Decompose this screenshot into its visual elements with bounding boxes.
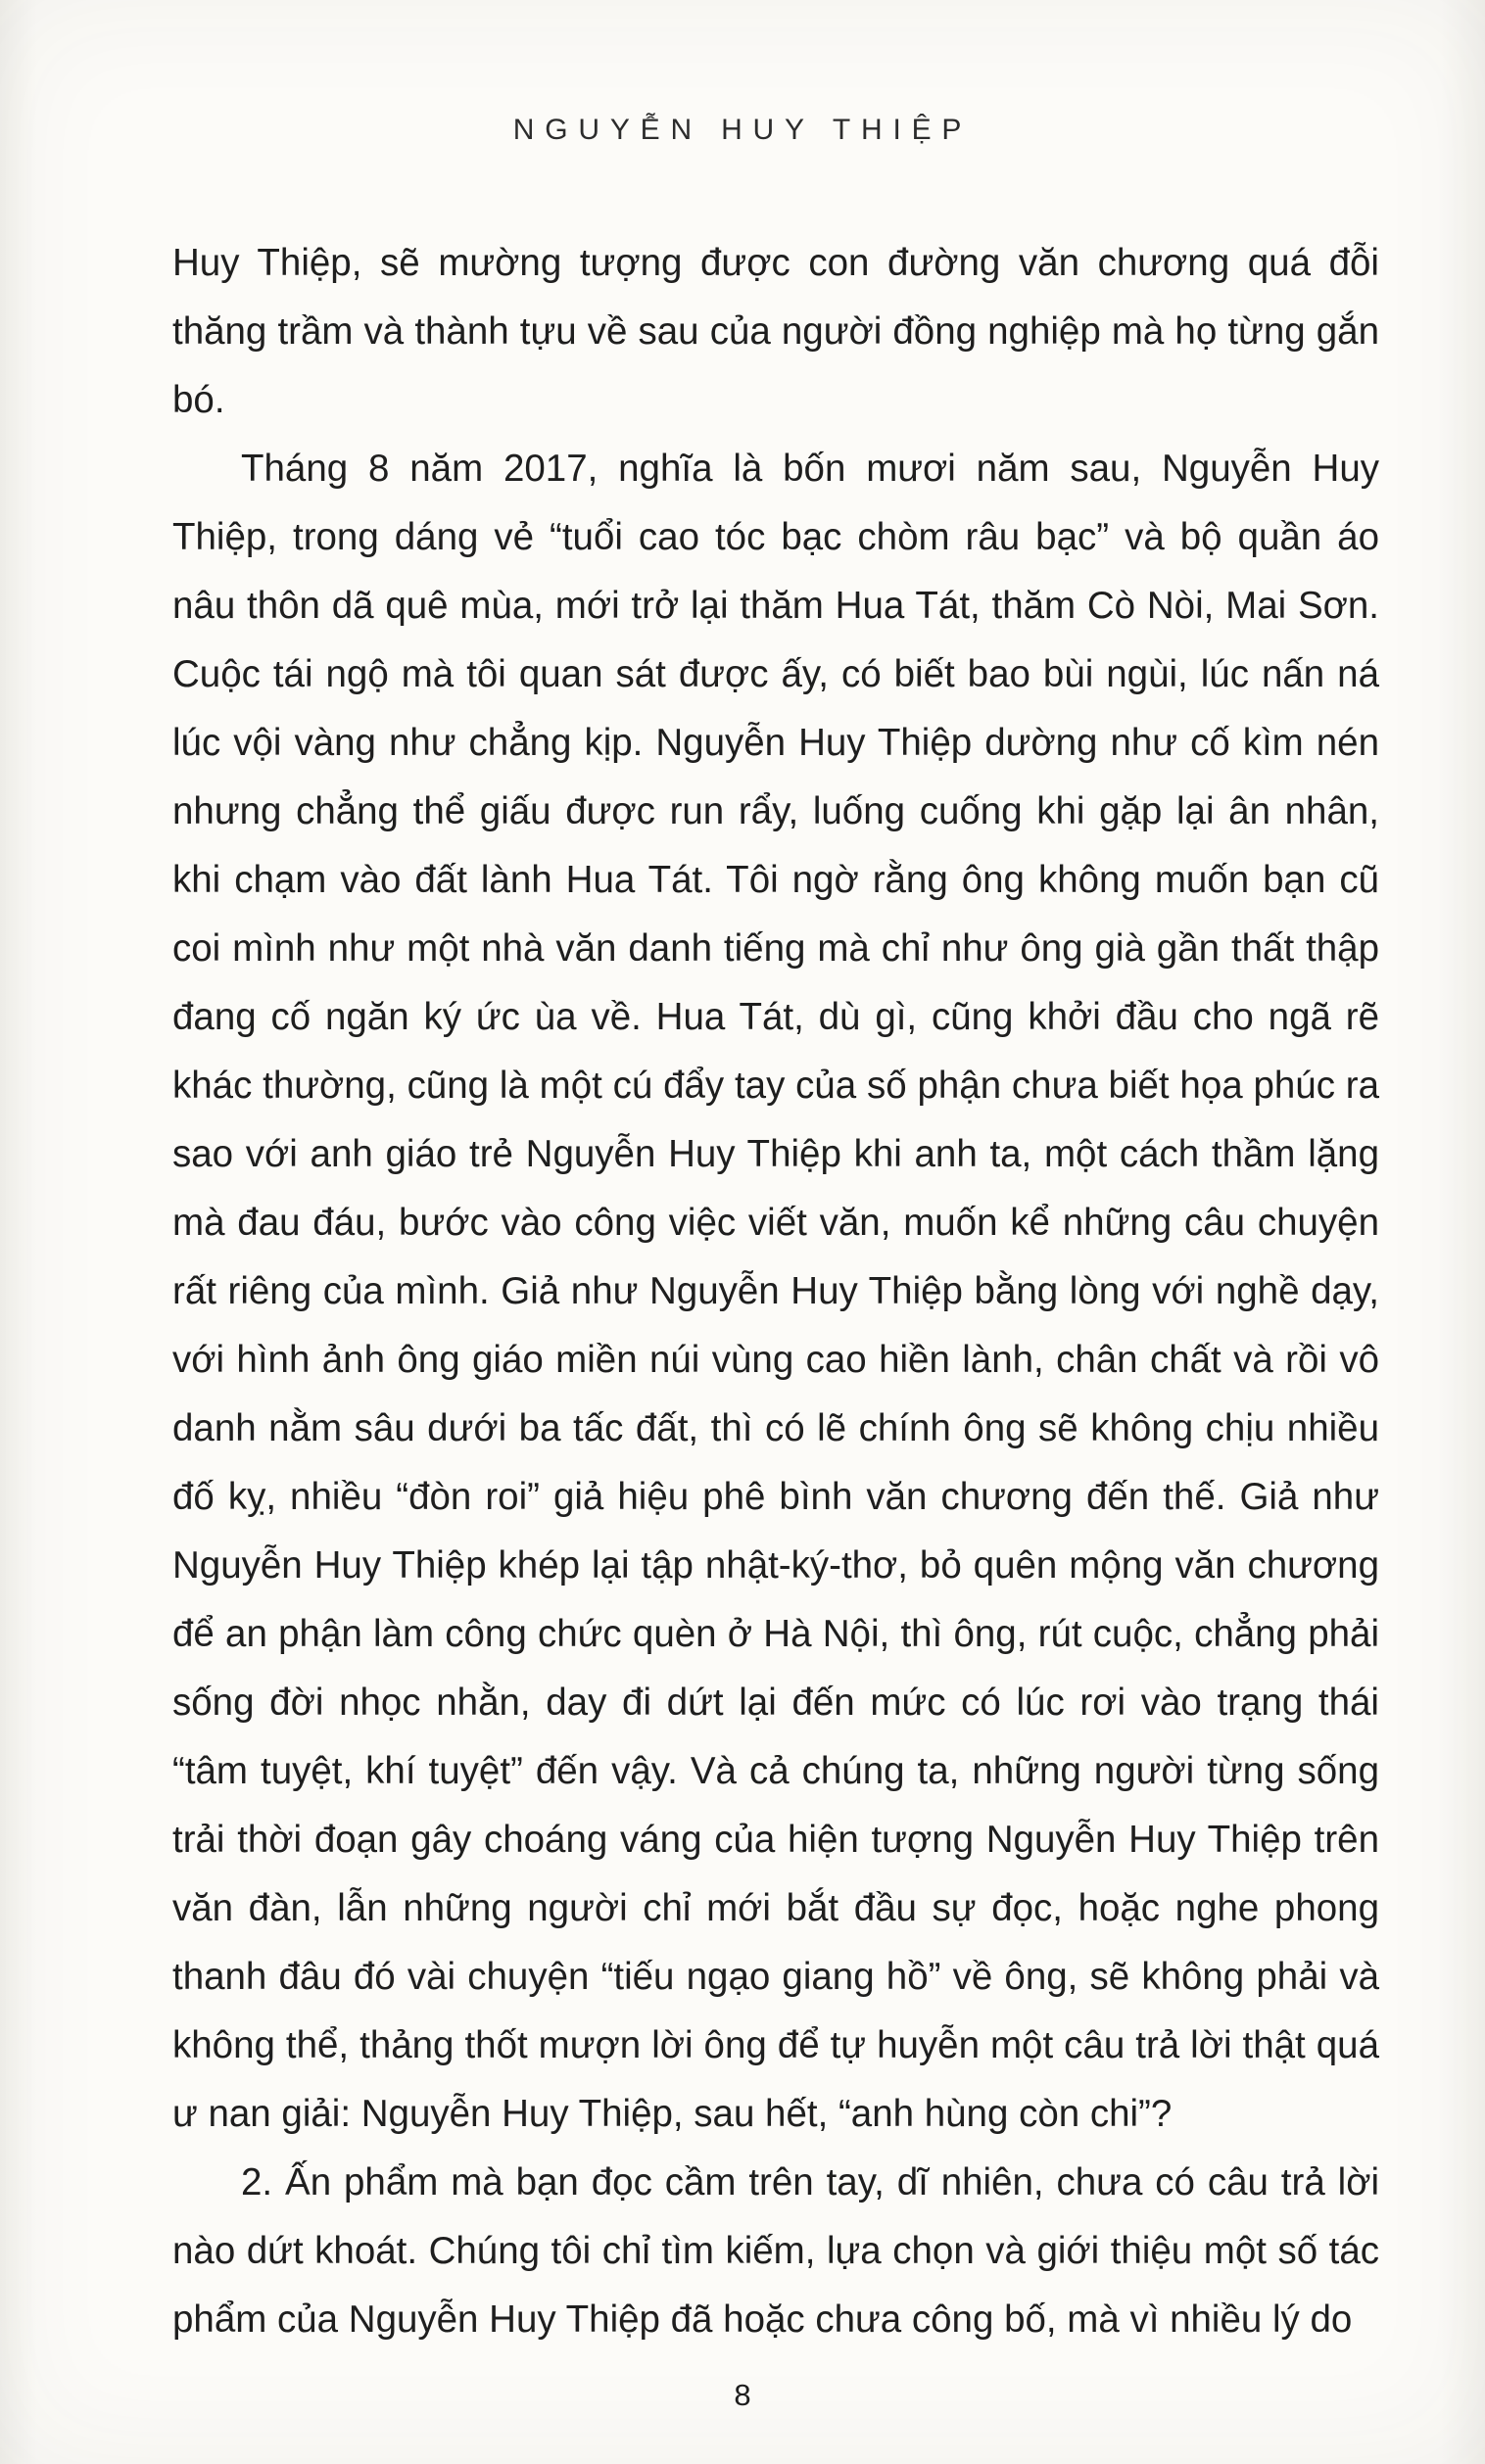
page-body (172, 229, 1379, 2354)
page-number: 8 (734, 2378, 751, 2412)
paragraph: 2. Ấn phẩm mà bạn đọc cầm trên tay, dĩ nhiên, chưa có câu trả lời nào dứt khoát. Chúng tôi chỉ tìm kiếm, lựa chọn và giới thiệu một số tác phẩm của Nguyễn Huy Thiệp đã hoặc chưa công bố, mà vì nhiều lý do (172, 2161, 1379, 2341)
running-header: NGUYỄN HUY THIỆP (512, 114, 973, 146)
paragraph: Huy Thiệp, sẽ mường tượng được con đường văn chương quá đỗi thăng trầm và thành tựu về sau của người đồng nghiệp mà họ từng gắn bó. (172, 242, 1379, 421)
paragraph: Tháng 8 năm 2017, nghĩa là bốn mươi năm sau, Nguyễn Huy Thiệp, trong dáng vẻ “tuổi cao tóc bạc chòm râu bạc” và bộ quần áo nâu thôn dã quê mùa, mới trở lại thăm Hua Tát, thăm Cò Nòi, Mai Sơn. Cuộc tái ngộ mà tôi quan sát được ấy, có biết bao bùi ngùi, lúc nấn ná lúc vội vàng như chẳng kịp. Nguyễn Huy Thiệp dường như cố kìm nén nhưng chẳng thể giấu được run rẩy, luống cuống khi gặp lại ân nhân, khi chạm vào đất lành Hua Tát. Tôi ngờ rằng ông không muốn bạn cũ coi mình như một nhà văn danh tiếng mà chỉ như ông già gần thất thập đang cố ngăn ký ức ùa về. Hua Tát, dù gì, cũng khởi đầu cho ngã rẽ khác thường, cũng là một cú đẩy tay của số phận chưa biết họa phúc ra sao với anh giáo trẻ Nguyễn Huy Thiệp khi anh ta, một cách thầm lặng mà đau đáu, bước vào công việc viết văn, muốn kể những câu chuyện rất riêng của mình. Giả như Nguyễn Huy Thiệp bằng lòng với nghề dạy, với hình ảnh ông giáo miền núi vùng cao hiền lành, chân chất và rồi vô danh nằm sâu dưới ba tấc đất, thì có lẽ chính ông sẽ không chịu nhiều đố kỵ, nhiều “đòn roi” giả hiệu phê bình văn chương đến thế. Giả như Nguyễn Huy Thiệp khép lại tập nhật-ký-thơ, bỏ quên mộng văn chương để an phận làm công chức quèn ở Hà Nội, thì ông, rút cuộc, chẳng phải sống đời nhọc nhằn, day đi dứt lại đến mức có lúc rơi vào trạng thái “tâm tuyệt, khí tuyệt” đến vậy. Và cả chúng ta, những người từng sống trải thời đoạn gây choáng váng của hiện tượng Nguyễn Huy Thiệp trên văn đàn, lẫn những người chỉ mới bắt đầu sự đọc, hoặc nghe phong thanh đâu đó vài chuyện “tiếu ngạo giang hồ” về ông, sẽ không phải và không thể, thảng thốt mượn lời ông để tự huyễn một câu trả lời thật quá ư nan giải: Nguyễn Huy Thiệp, sau hết, “anh hùng còn chi”? (172, 448, 1379, 2135)
